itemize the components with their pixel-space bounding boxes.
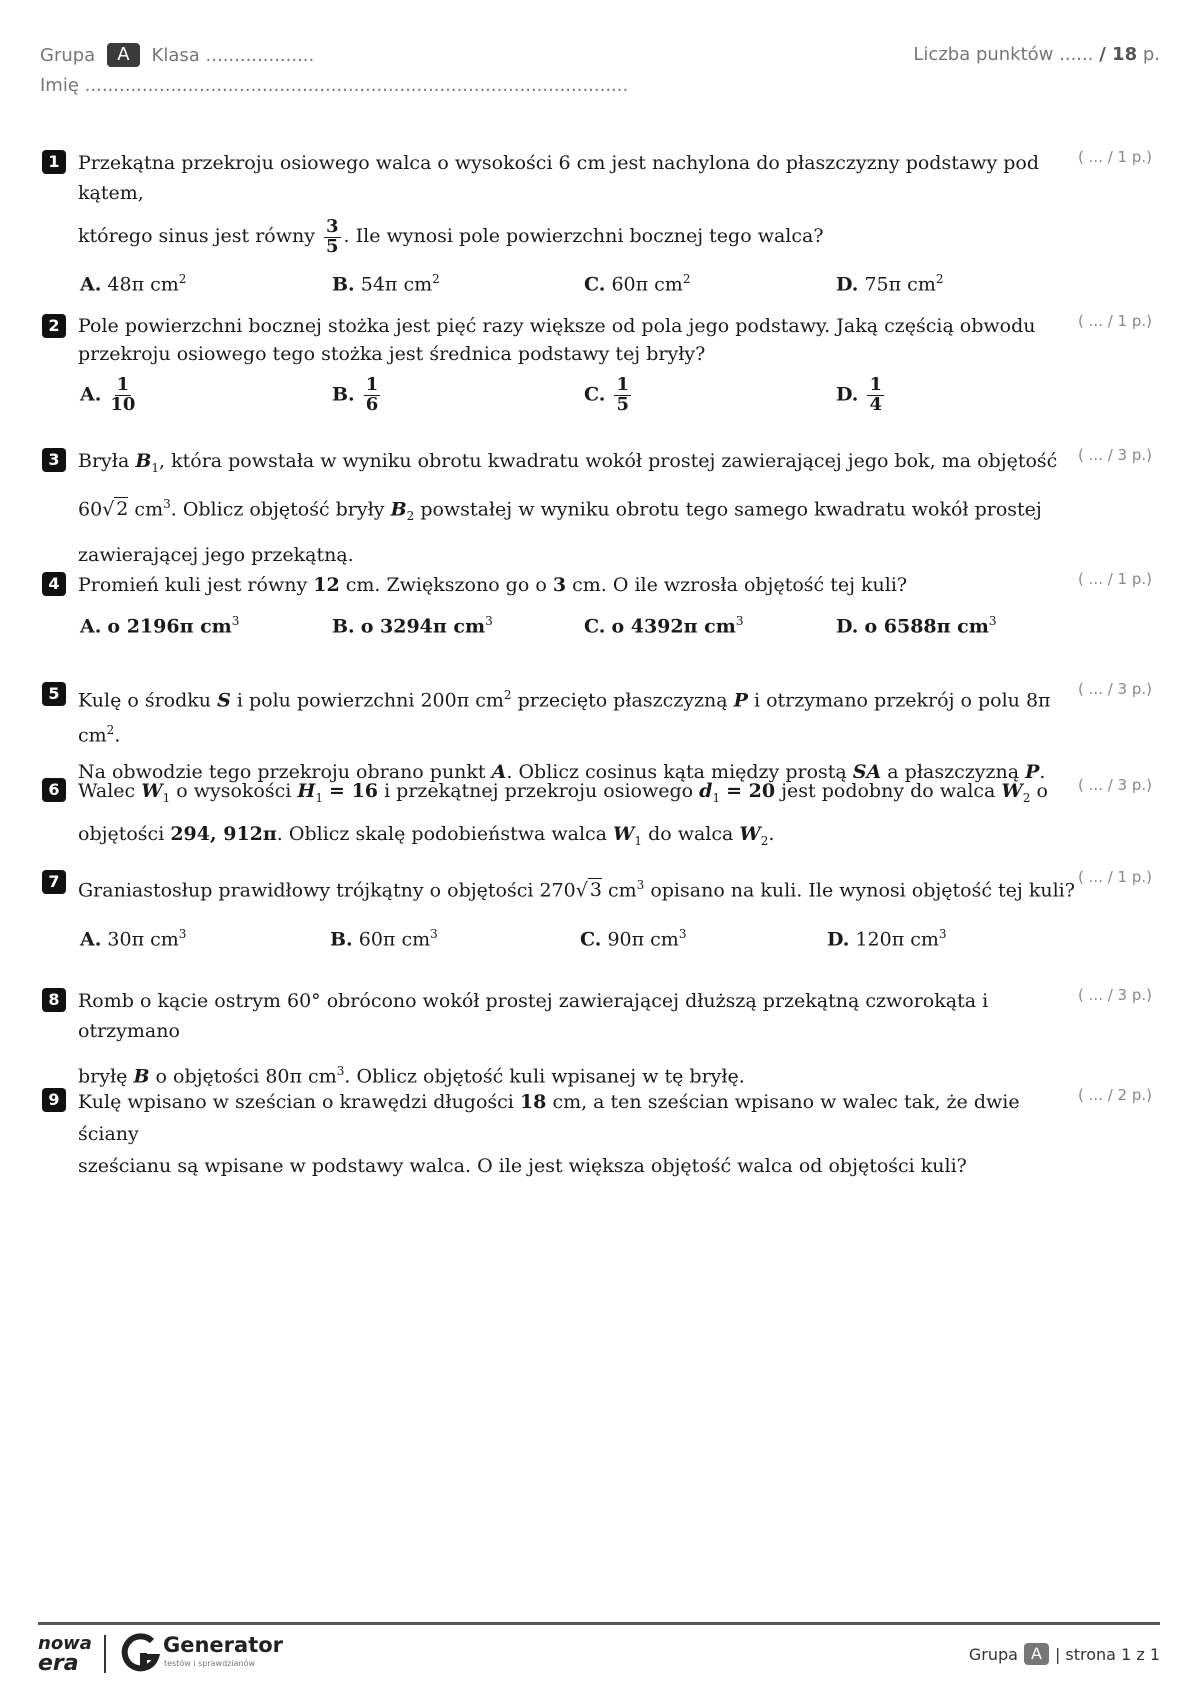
text-span: . Oblicz objętość bryły [170, 498, 385, 521]
question-3 [42, 446, 1152, 573]
math-var: P [733, 689, 748, 712]
question-text [78, 446, 1083, 573]
question-number: 2 [42, 314, 66, 338]
name-row [40, 70, 1160, 100]
answer-sup: 3 [485, 614, 493, 628]
math-var: B [390, 498, 407, 521]
text-span: Kulę wpisano w sześcian o krawędzi długości [78, 1091, 514, 1113]
question-text: Graniastosłup prawidłowy trójkątny o objętości 270√ 3 $cm^3$ opisano na kuli. Ile wynosi objętość tej kuli? [78, 878, 1075, 902]
math-var: SA [852, 760, 882, 783]
question-line: 60√ 2 $cm^3$. Oblicz objętość bryły $B_2$ powstałej w wyniku obrotu tego samego kwadratu wokół prostej [78, 496, 1042, 523]
question-number: 3 [42, 448, 66, 472]
math-sub: 2 [406, 508, 415, 523]
question-line [78, 680, 1083, 751]
math-var: W [141, 780, 163, 802]
answer-letter: A. [80, 615, 102, 638]
math-value: 12 [313, 574, 340, 596]
question-line [78, 208, 1083, 264]
answer-b[interactable] [332, 614, 584, 637]
question-line: Romb o kącie ostrym 60° obrócono wokół prostej zawierającej dłuższą przekątną czworokąta i otrzymano [78, 990, 989, 1042]
fraction [110, 376, 135, 415]
answer-text: 90π cm [607, 928, 679, 951]
question-line: Przekątna przekroju osiowego walca o wysokości 6 cm jest nachylona do płaszczyzny podstawy pod kątem, [78, 152, 1039, 204]
answer-letter: B. [330, 928, 353, 951]
text-span: . Oblicz cosinus kąta między prostą [506, 760, 847, 783]
text-span: . [114, 724, 121, 747]
answer-options [80, 614, 1152, 637]
answer-sup: 3 [430, 927, 438, 942]
math-sub: 1 [162, 790, 171, 805]
answer-b[interactable] [332, 376, 584, 415]
fraction [614, 376, 631, 415]
math-var: W [613, 822, 635, 845]
answer-letter: A. [80, 273, 102, 296]
question-1 [42, 148, 1152, 295]
math-sup: 2 [106, 723, 115, 738]
answer-a[interactable] [80, 272, 332, 295]
question-line [78, 1086, 1083, 1150]
fraction-denominator: 6 [365, 393, 379, 415]
answer-sup: 3 [678, 927, 687, 942]
text-span: Walec [78, 780, 136, 802]
answer-d[interactable] [836, 272, 1088, 295]
page-footer [38, 1622, 1160, 1685]
math-value: 200π cm [420, 689, 504, 712]
logo-nowa-text: nowa [38, 1633, 92, 1654]
answer-letter: A. [80, 928, 102, 951]
answer-b[interactable] [332, 272, 584, 295]
points-label: Liczba punktów [913, 44, 1054, 65]
text-span: . Oblicz skalę podobieństwa walca [276, 822, 607, 845]
question-number: 9 [42, 1088, 66, 1112]
text-span: cm. O ile wzrosła objętość tej kuli? [572, 574, 908, 596]
math-sup: 3 [336, 1064, 345, 1078]
math-value: 8π cm [78, 689, 1051, 747]
fraction-denominator: 5 [326, 235, 339, 257]
name-label: Imię [40, 74, 79, 96]
question-score: ( ... / 3 p.) [1078, 446, 1152, 464]
answer-c[interactable] [584, 614, 836, 637]
question-line: Pole powierzchni bocznej stożka jest pięć razy większe od pola jego podstawy. Jaką częścią obwodu [78, 315, 1036, 337]
generator-logo-subtitle: testów i sprawdzianów [164, 1659, 255, 1668]
question-9 [42, 1086, 1152, 1182]
answer-letter: B. [332, 383, 355, 406]
answer-letter: B. [332, 273, 355, 296]
answer-text: 30π cm [107, 928, 179, 951]
question-score: ( ... / 1 p.) [1078, 868, 1152, 886]
question-score: ( ... / 2 p.) [1078, 1086, 1152, 1104]
math-value: 3 [552, 574, 567, 596]
class-label: Klasa [151, 44, 200, 66]
logo-divider [104, 1635, 106, 1673]
answer-sup: 3 [178, 927, 187, 942]
generator-logo-text: Generator [163, 1633, 284, 1657]
math-sub: 1 [315, 790, 323, 805]
math-value: = 20 [726, 780, 776, 802]
generator-g-icon [118, 1631, 162, 1675]
question-number: 6 [42, 778, 66, 802]
answer-letter: D. [836, 273, 859, 296]
answer-letter: D. [836, 383, 859, 406]
answer-text: o 4392π cm [611, 615, 736, 638]
text-span: cm [128, 498, 164, 521]
math-value: = 16 [329, 780, 379, 802]
text-span: . [768, 822, 775, 845]
answer-sup: 2 [682, 272, 691, 286]
math-sup: 3 [636, 878, 645, 892]
answer-text: 75π cm [864, 273, 936, 296]
answer-text: o 2196π cm [107, 615, 232, 638]
answer-letter: A. [80, 383, 102, 406]
text-span: o wysokości [176, 780, 292, 802]
answer-text: 60π cm [358, 928, 431, 951]
answer-letter: D. [827, 928, 850, 951]
answer-letter: C. [584, 615, 606, 638]
math-var: A [491, 760, 507, 783]
math-sup: 3 [163, 496, 171, 511]
question-text [78, 986, 1083, 1101]
question-line: sześcianu są wpisane w podstawy walca. O ile jest większa objętość walca od objętości kuli? [78, 1155, 967, 1177]
math-value: 294, 912π [170, 822, 277, 845]
answer-d[interactable] [836, 614, 1088, 637]
question-7 [42, 868, 1152, 951]
answer-b[interactable] [330, 927, 580, 950]
answer-sup: 2 [432, 272, 440, 286]
answer-options [80, 927, 1152, 950]
question-4 [42, 570, 1152, 637]
answer-sup: 3 [988, 614, 997, 628]
sqrt-radicand: 2 [116, 498, 129, 521]
math-value: 18 [519, 1091, 547, 1113]
fraction-numerator: 1 [616, 374, 629, 395]
points-field[interactable]: ...... [1059, 44, 1094, 65]
answer-c[interactable] [580, 927, 827, 950]
text-span: Promień kuli jest równy [78, 574, 308, 596]
answer-a[interactable] [80, 614, 332, 637]
math-var: W [1001, 780, 1023, 802]
answer-text: 48π cm [107, 273, 179, 296]
answer-letter: C. [580, 928, 602, 951]
name-field[interactable]: ............................................................................................... [84, 74, 629, 96]
math-var: d [699, 780, 713, 802]
fraction-denominator: 4 [869, 393, 882, 415]
class-field[interactable]: ................... [205, 44, 315, 66]
text-span: którego sinus jest równy [78, 225, 315, 247]
math-var: W [739, 822, 761, 845]
text-span: przecięto płaszczyzną [517, 689, 728, 712]
answer-letter: C. [584, 273, 606, 296]
question-line [78, 813, 1083, 862]
text-span: Na obwodzie tego przekroju obrano punkt [78, 760, 486, 783]
text-span: do walca [648, 822, 734, 845]
text-span: Bryła [78, 450, 130, 472]
text-span: objętości [78, 822, 165, 845]
question-number: 8 [42, 988, 66, 1012]
answer-text: 60π cm [611, 273, 683, 296]
fraction-numerator: 1 [365, 374, 379, 395]
math-var: B [135, 450, 152, 472]
question-8 [42, 986, 1152, 1101]
question-score: ( ... / 3 p.) [1078, 986, 1152, 1004]
answer-text: 54π cm [360, 273, 433, 296]
fraction-numerator: 1 [116, 374, 130, 395]
answer-d[interactable] [827, 927, 1079, 950]
answer-letter: D. [836, 615, 859, 638]
question-text [78, 570, 1083, 600]
answer-options [80, 376, 1152, 415]
answer-sup: 2 [178, 272, 187, 286]
question-score: ( ... / 1 p.) [1078, 148, 1152, 166]
question-text [78, 776, 1083, 862]
question-line [78, 776, 1083, 813]
question-6 [42, 776, 1152, 862]
question-score: ( ... / 3 p.) [1078, 680, 1152, 698]
points-unit: p. [1142, 44, 1160, 65]
text-span: 60 [78, 498, 103, 521]
fraction [324, 215, 341, 257]
question-number: 5 [42, 682, 66, 706]
question-line [78, 446, 1083, 483]
text-span: i otrzymano przekrój o polu [753, 689, 1020, 712]
question-number: 7 [42, 870, 66, 894]
text-span: o [1036, 780, 1048, 802]
fraction-numerator: 1 [869, 374, 882, 395]
answer-sup: 3 [938, 927, 947, 942]
text-span: a płaszczyzną [887, 760, 1020, 783]
logo-era-text: era [38, 1651, 79, 1676]
answer-options [80, 272, 1152, 295]
math-var: S [217, 689, 231, 712]
text-span: o objętości 80π cm [155, 1065, 337, 1088]
text-span: cm, a ten sześcian wpisano w walec tak, że dwie ściany [78, 1091, 1020, 1145]
text-span: i polu powierzchni [236, 689, 415, 712]
question-score: ( ... / 1 p.) [1078, 570, 1152, 588]
text-span: bryłę [78, 1065, 128, 1088]
question-text [78, 312, 1083, 368]
math-sub: 2 [760, 833, 769, 848]
question-line: zawierającej jego przekątną. [78, 543, 354, 566]
math-var: H [297, 780, 316, 802]
fraction-numerator: 3 [326, 215, 339, 237]
math-sub: 1 [151, 460, 160, 475]
math-var: B [133, 1065, 150, 1088]
answer-d[interactable] [836, 376, 1088, 415]
answer-letter: B. [332, 615, 355, 638]
question-2 [42, 312, 1152, 415]
question-number: 1 [42, 150, 66, 174]
points-total [913, 40, 1160, 70]
question-score: ( ... / 3 p.) [1078, 776, 1152, 794]
text-span: cm. Zwiększono go o [345, 574, 547, 596]
group-label: Grupa [40, 44, 96, 66]
text-span: . Oblicz objętość kuli wpisanej w tę bryłę. [344, 1065, 745, 1088]
fraction [867, 376, 884, 415]
question-number: 4 [42, 572, 66, 596]
math-value: 270 [539, 879, 576, 902]
text-span: , która powstała w wyniku obrotu kwadratu wokół prostej zawierającej jego bok, ma objętość [159, 450, 1058, 472]
text-span: Kulę o środku [78, 689, 212, 712]
text-span: . Ile wynosi pole powierzchni bocznej tego walca? [343, 225, 824, 247]
footer-page-info [969, 1643, 1160, 1665]
question-line: przekroju osiowego tego stożka jest średnica podstawy tej bryły? [78, 343, 706, 365]
answer-a[interactable] [80, 376, 332, 415]
answer-letter: C. [584, 383, 606, 406]
group-badge: A [107, 43, 139, 67]
text-span: Graniastosłup prawidłowy trójkątny o objętości [78, 879, 534, 902]
answer-c[interactable] [584, 376, 836, 415]
math-sub: 1 [712, 790, 721, 805]
math-sup: 2 [503, 688, 512, 702]
math-sub: 2 [1022, 790, 1031, 805]
points-max: / 18 [1099, 44, 1138, 65]
page-number: | strona 1 z 1 [1054, 1644, 1160, 1664]
footer-group-badge: A [1024, 1643, 1049, 1665]
question-text [78, 1086, 1083, 1182]
answer-a[interactable] [80, 927, 330, 950]
answer-sup: 2 [935, 272, 944, 286]
footer-group-label: Grupa [968, 1644, 1018, 1664]
answer-sup: 3 [735, 614, 744, 628]
worksheet-header [40, 40, 1160, 100]
math-var: P [1025, 760, 1040, 783]
answer-sup: 3 [231, 614, 240, 628]
text-span: cm [607, 879, 637, 902]
text-span: powstałej w wyniku obrotu tego samego kwadratu wokół prostej [420, 498, 1042, 521]
text-span: . [1039, 760, 1046, 783]
nowa-era-logo [38, 1635, 92, 1675]
sqrt-radicand: 3 [589, 879, 602, 902]
text-span: opisano na kuli. Ile wynosi objętość tej kuli? [650, 879, 1075, 902]
fraction-denominator: 10 [110, 393, 136, 415]
text-span: jest podobny do walca [781, 780, 996, 802]
text-span: i przekątnej przekroju osiowego [384, 780, 694, 802]
answer-c[interactable] [584, 272, 836, 295]
answer-text: o 3294π cm [360, 615, 486, 638]
math-sub: 1 [634, 833, 643, 848]
question-text [78, 148, 1083, 264]
answer-text: 120π cm [855, 928, 939, 951]
question-score: ( ... / 1 p.) [1078, 312, 1152, 330]
fraction [364, 376, 381, 415]
answer-text: o 6588π cm [864, 615, 989, 638]
fraction-denominator: 5 [616, 393, 629, 415]
